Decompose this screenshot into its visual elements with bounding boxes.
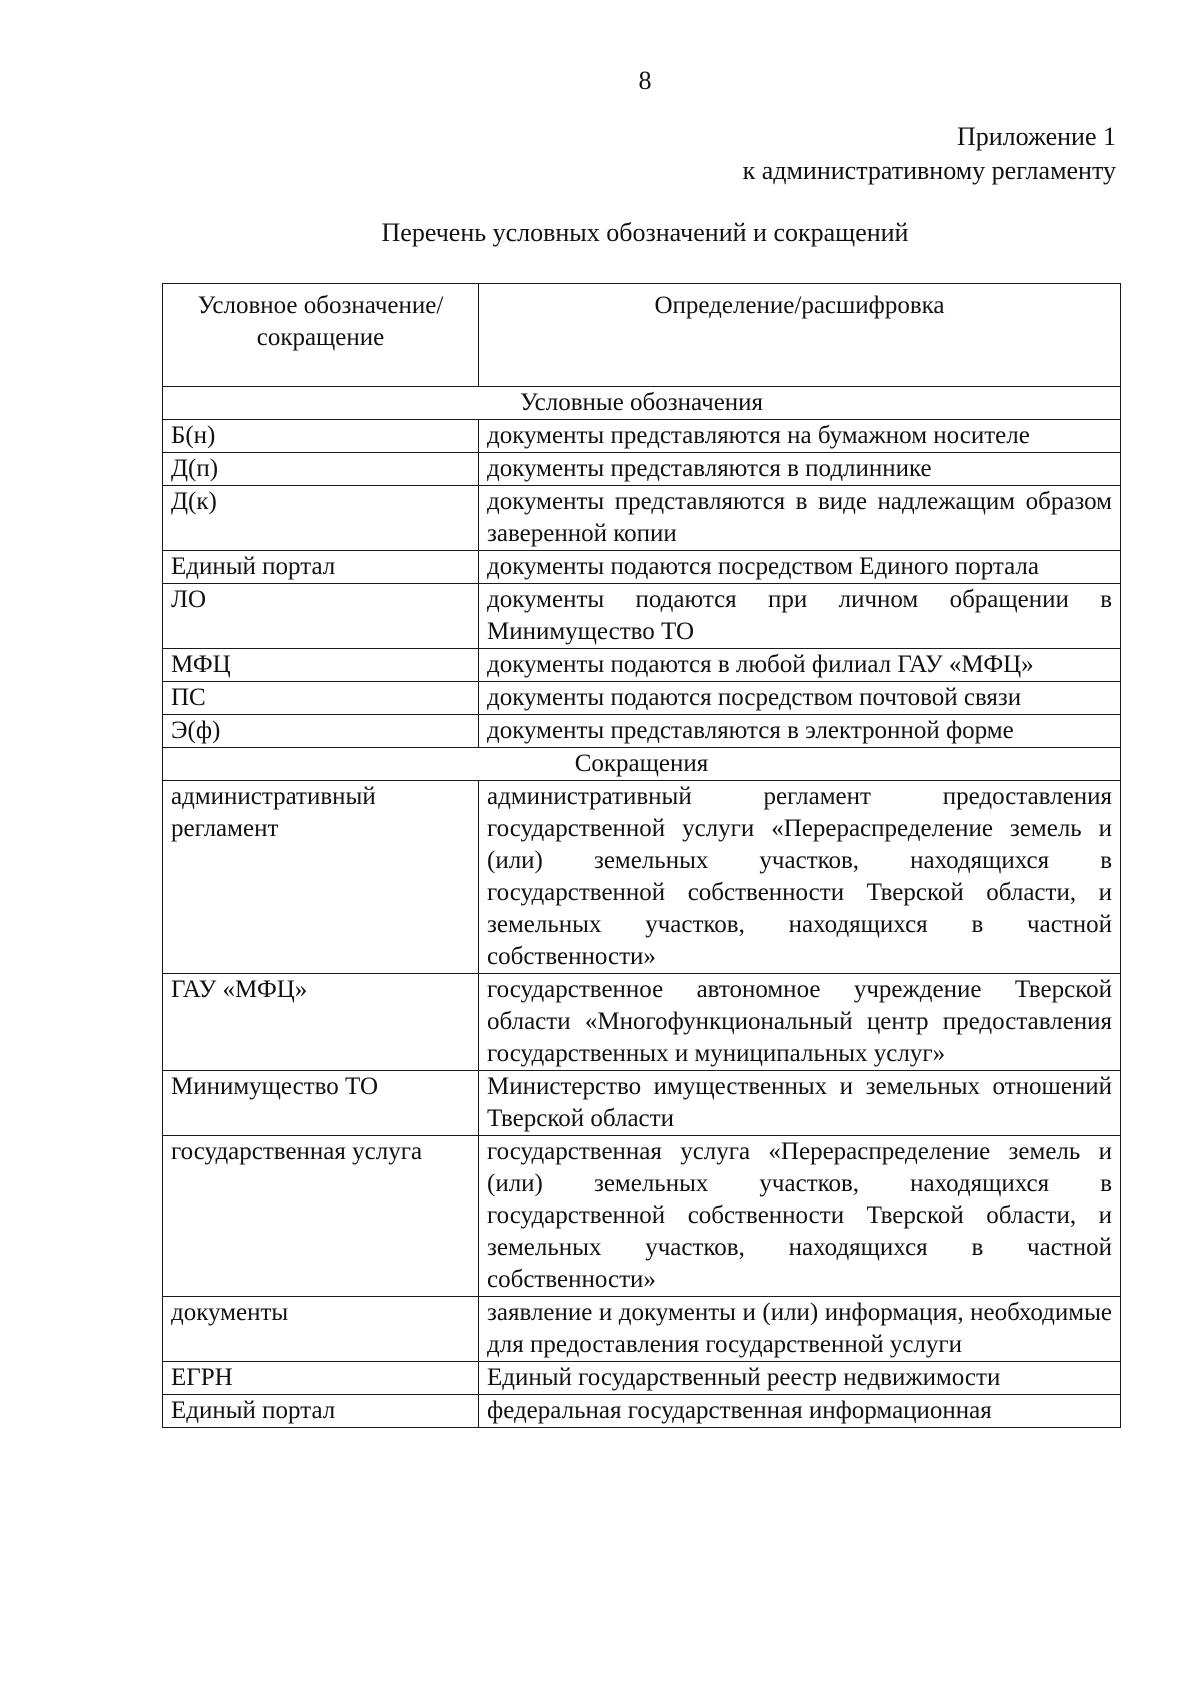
table-row <box>163 584 1121 649</box>
table-row <box>163 1136 1121 1297</box>
definition-cell: документы подаются посредством почтовой связи <box>479 682 1121 715</box>
term-cell: Д(к) <box>163 486 479 551</box>
term-cell: ЕГРН <box>163 1362 479 1395</box>
definition-cell: государственная услуга «Перераспределение земель и (или) земельных участков, находящихся в государственной собственности Тверской области, и земельных участков, находящихся в частной собственности» <box>479 1136 1121 1297</box>
definition-cell: документы подаются при личном обращении в Минимущество ТО <box>479 584 1121 649</box>
definition-cell: документы представляются на бумажном носителе <box>479 420 1121 453</box>
definition-cell: документы представляются в подлиннике <box>479 453 1121 486</box>
appendix-line-2: к административному регламенту <box>742 156 1116 185</box>
table-row <box>163 486 1121 551</box>
definition-cell: Единый государственный реестр недвижимости <box>479 1362 1121 1395</box>
term-cell: Б(н) <box>163 420 479 453</box>
table-row <box>163 1395 1121 1428</box>
abbreviations-table <box>162 283 1121 1428</box>
definition-cell: заявление и документы и (или) информация, необходимые для предоставления государственной услуги <box>479 1297 1121 1362</box>
document-title: Перечень условных обозначений и сокращений <box>381 218 909 247</box>
section-row-abbreviations <box>163 748 1121 781</box>
term-cell: МФЦ <box>163 649 479 682</box>
term-cell: Минимущество ТО <box>163 1071 479 1136</box>
term-cell: Единый портал <box>163 551 479 584</box>
table-row <box>163 1297 1121 1362</box>
table-row <box>163 551 1121 584</box>
table-row <box>163 1071 1121 1136</box>
table-header-row <box>163 284 1121 387</box>
definition-cell: документы подаются в любой филиал ГАУ «МФЦ» <box>479 649 1121 682</box>
definition-cell: документы представляются в виде надлежащим образом заверенной копии <box>479 486 1121 551</box>
term-cell: Э(ф) <box>163 715 479 748</box>
term-cell: государственная услуга <box>163 1136 479 1297</box>
definition-cell: документы представляются в электронной форме <box>479 715 1121 748</box>
term-cell: ПС <box>163 682 479 715</box>
term-cell: документы <box>163 1297 479 1362</box>
section-title-symbols: Условные обозначения <box>163 387 1121 420</box>
table-row <box>163 974 1121 1071</box>
definition-cell: государственное автономное учреждение Тверской области «Многофункциональный центр предоставления государственных и муниципальных услуг» <box>479 974 1121 1071</box>
table-row <box>163 682 1121 715</box>
term-cell: Единый портал <box>163 1395 479 1428</box>
term-cell: ЛО <box>163 584 479 649</box>
term-cell: ГАУ «МФЦ» <box>163 974 479 1071</box>
page-number: 8 <box>638 66 652 95</box>
term-cell: административный регламент <box>163 781 479 974</box>
symbols-group <box>163 420 1121 748</box>
table-row <box>163 453 1121 486</box>
table-row <box>163 715 1121 748</box>
table-row <box>163 649 1121 682</box>
definition-cell: Министерство имущественных и земельных отношений Тверской области <box>479 1071 1121 1136</box>
section-row-symbols <box>163 387 1121 420</box>
definition-cell: документы подаются посредством Единого портала <box>479 551 1121 584</box>
abbreviations-group <box>163 781 1121 1428</box>
appendix-header <box>743 120 1116 188</box>
header-definition: Определение/расшифровка <box>479 284 1121 387</box>
header-term: Условное обозначение/сокращение <box>163 284 479 387</box>
table-row <box>163 420 1121 453</box>
definition-cell: федеральная государственная информационная <box>479 1395 1121 1428</box>
term-cell: Д(п) <box>163 453 479 486</box>
table-row <box>163 1362 1121 1395</box>
table-row <box>163 781 1121 974</box>
section-title-abbreviations: Сокращения <box>163 748 1121 781</box>
definition-cell: административный регламент предоставления государственной услуги «Перераспределение земель и (или) земельных участков, находящихся в государственной собственности Тверской области, и земельных участков, находящихся в частной собственности» <box>479 781 1121 974</box>
appendix-line-1: Приложение 1 <box>956 122 1116 151</box>
